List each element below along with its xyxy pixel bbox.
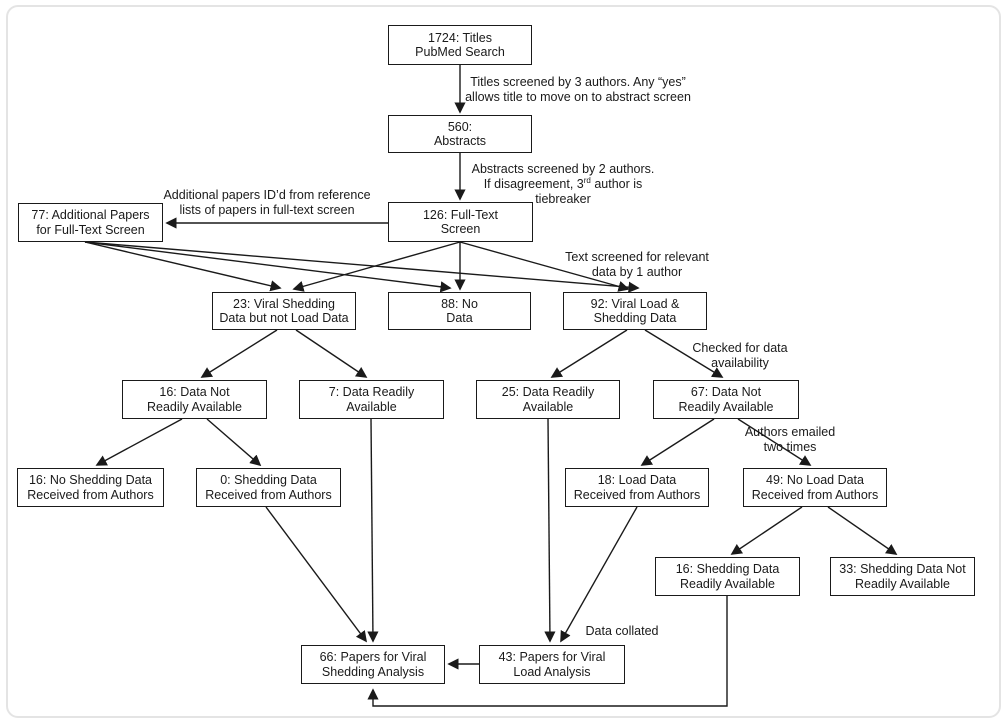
node-77-additional-papers	[18, 203, 163, 242]
edge-16na-to-16none	[97, 419, 182, 465]
node-7-data-readily-available	[299, 380, 444, 419]
annotation-line: availability	[711, 356, 769, 370]
node-line: Load Analysis	[513, 664, 591, 679]
annotation-line: allows title to move on to abstract screen	[465, 90, 691, 104]
node-line: Screen	[440, 222, 481, 236]
node-line: 16: Shedding Data	[675, 562, 780, 576]
annotation-line: Abstracts screened by 2 authors.	[471, 162, 655, 176]
node-1724-titles	[388, 25, 532, 65]
node-560-abstracts	[388, 115, 532, 153]
node-16-data-not-readily-available	[122, 380, 267, 419]
node-0-shedding-received	[196, 468, 341, 507]
annotation-line: If disagreement, 3rd author is	[483, 175, 643, 191]
node-18-load-received	[565, 468, 709, 507]
annotation-additional-papers	[163, 188, 370, 218]
edge-16na-to-0shed	[207, 419, 260, 465]
node-43-load-analysis	[479, 645, 625, 684]
annotation-line: Text screened for relevant	[565, 250, 709, 264]
annotation-line: Authors emailed	[744, 425, 836, 439]
node-line: Received from Authors	[751, 487, 879, 502]
node-line: 33: Shedding Data Not	[839, 562, 966, 576]
node-33-shedding-not-readily-available	[830, 557, 975, 596]
node-67-data-not-readily-available	[653, 380, 799, 419]
edge-23-to-16na	[202, 330, 277, 377]
node-line: Readily Available	[855, 576, 950, 591]
node-23-shedding-not-load	[212, 292, 356, 330]
node-line: 67: Data Not	[690, 385, 762, 399]
edge-49-to-33not	[828, 507, 896, 554]
node-line: Received from Authors	[27, 487, 154, 502]
node-88-no-data	[388, 292, 531, 330]
annotation-data-collated	[586, 624, 659, 639]
annotation-availability-check	[692, 341, 787, 371]
edge-additional-to-92	[85, 242, 638, 288]
node-line: Available	[346, 399, 397, 414]
edge-7a-to-66	[371, 419, 373, 641]
edge-additional-to-88	[85, 242, 450, 288]
node-line: 49: No Load Data	[766, 473, 864, 487]
node-line: Available	[522, 399, 574, 414]
node-line: Received from Authors	[205, 487, 332, 502]
node-line: 88: No	[441, 296, 478, 311]
node-25-data-readily-available	[476, 380, 620, 419]
edge-0shed-to-66	[266, 507, 366, 641]
annotation-titles-screening	[465, 75, 691, 105]
node-line: 1724: Titles	[428, 30, 492, 45]
edge-49-to-16avail	[732, 507, 802, 554]
node-line: 16: Data Not	[159, 385, 230, 399]
node-line: Data but not Load Data	[219, 311, 349, 325]
annotation-line: Additional papers ID’d from reference	[163, 188, 371, 202]
edge-fulltext-to-23	[294, 242, 460, 289]
node-line: Readily Available	[147, 399, 242, 414]
annotation-abstracts-screening	[472, 162, 655, 207]
edge-18load-to-43	[561, 507, 637, 641]
node-line: Received from Authors	[573, 487, 701, 502]
annotation-line: tiebreaker	[535, 192, 591, 206]
node-line: 23: Viral Shedding	[233, 296, 335, 311]
edge-23-to-7a	[296, 330, 366, 377]
node-line: Readily Available	[680, 576, 775, 591]
ordinal-superscript: rd	[583, 175, 591, 185]
node-line: PubMed Search	[415, 45, 505, 59]
node-line: Data	[446, 311, 473, 325]
node-line: 0: Shedding Data	[220, 473, 317, 487]
node-16-shedding-readily-available	[655, 557, 800, 596]
node-line: 43: Papers for Viral	[498, 650, 606, 664]
node-16-no-shedding-received	[17, 468, 164, 507]
annotation-line: lists of papers in full-text screen	[179, 203, 355, 217]
edge-additional-to-23	[85, 242, 280, 288]
annotation-line: Data collated	[585, 624, 659, 638]
annotation-authors-emailed	[745, 425, 835, 455]
node-line: 560:	[447, 119, 473, 134]
node-line: 92: Viral Load &	[590, 296, 680, 311]
node-line: 126: Full-Text	[422, 207, 499, 222]
edge-92-to-25a	[552, 330, 627, 377]
node-line: Readily Available	[678, 399, 774, 414]
annotation-text-screening	[565, 250, 709, 280]
node-line: 18: Load Data	[597, 473, 677, 487]
edge-25a-to-43	[548, 419, 550, 641]
annotation-line: Titles screened by 3 authors. Any “yes”	[470, 75, 686, 89]
node-line: Shedding Analysis	[321, 664, 425, 679]
node-66-shedding-analysis	[301, 645, 445, 684]
node-line: Shedding Data	[593, 311, 677, 325]
node-49-no-load-received	[743, 468, 887, 507]
node-line: 77: Additional Papers	[31, 208, 150, 222]
annotation-line: Checked for data	[692, 341, 788, 355]
node-line: Abstracts	[433, 134, 487, 148]
annotation-line: two times	[763, 440, 817, 454]
node-line: 66: Papers for Viral	[319, 650, 427, 664]
node-line: 7: Data Readily	[328, 385, 415, 399]
annotation-line: data by 1 author	[591, 265, 683, 279]
node-line: 25: Data Readily	[501, 385, 595, 399]
node-line: for Full-Text Screen	[36, 222, 145, 237]
edge-67na-to-18load	[642, 419, 714, 465]
node-126-fulltext-screen	[388, 202, 533, 242]
node-92-load-and-shedding	[563, 292, 707, 330]
node-line: 16: No Shedding Data	[28, 473, 152, 487]
